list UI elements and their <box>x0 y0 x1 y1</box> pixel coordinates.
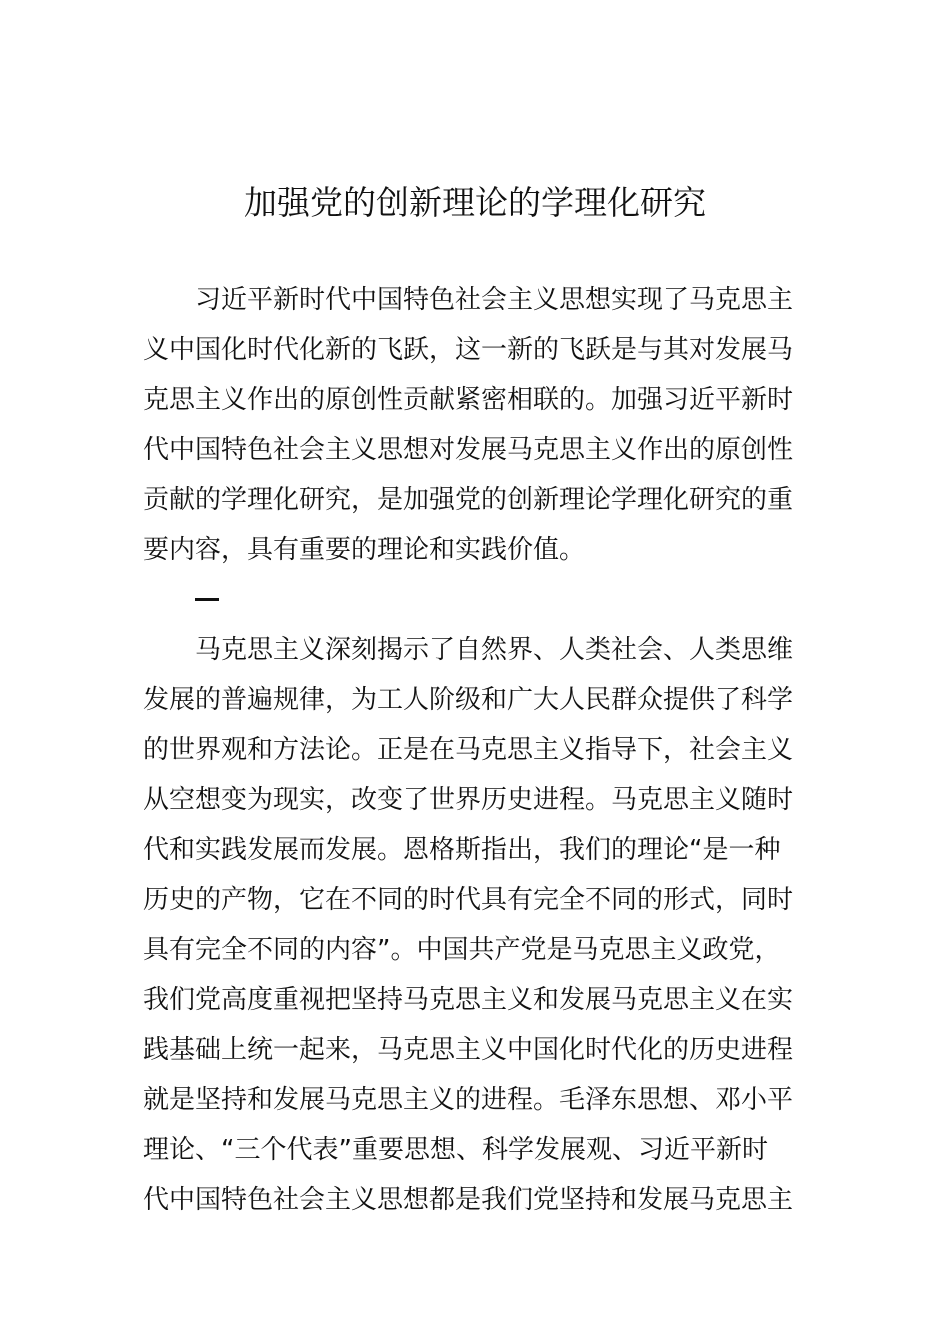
paragraph-2 <box>143 625 813 1225</box>
text-line: 从空想变为现实，改变了世界历史进程。马克思主义随时 <box>143 785 794 815</box>
text-line: 习近平新时代中国特色社会主义思想实现了马克思主 <box>195 285 794 315</box>
text-line: 我们党高度重视把坚持马克思主义和发展马克思主义在实 <box>143 985 794 1015</box>
text-line: 代中国特色社会主义思想对发展马克思主义作出的原创性 <box>143 435 794 465</box>
text-line: 代和实践发展而发展。恩格斯指出，我们的理论“是一种 <box>143 835 781 865</box>
text-line: 要内容，具有重要的理论和实践价值。 <box>143 535 586 565</box>
text-line: 代中国特色社会主义思想都是我们党坚持和发展马克思主 <box>143 1185 794 1215</box>
text-line: 历史的产物，它在不同的时代具有完全不同的形式，同时 <box>143 885 794 915</box>
text-line: 克思主义作出的原创性贡献紧密相联的。加强习近平新时 <box>143 385 794 415</box>
paragraph-1 <box>143 275 813 575</box>
text-line: 就是坚持和发展马克思主义的进程。毛泽东思想、邓小平 <box>143 1085 794 1115</box>
text-line: 践基础上统一起来，马克思主义中国化时代化的历史进程 <box>143 1035 794 1065</box>
document-title: 加强党的创新理论的学理化研究 <box>244 183 706 222</box>
section-heading <box>143 575 813 625</box>
document-body <box>143 275 813 1225</box>
text-line: 马克思主义深刻揭示了自然界、人类社会、人类思维 <box>195 635 794 665</box>
text-line: 具有完全不同的内容”。中国共产党是马克思主义政党， <box>143 935 781 965</box>
section-number-one <box>195 598 219 601</box>
text-line: 义中国化时代化新的飞跃，这一新的飞跃是与其对发展马 <box>143 335 794 365</box>
text-line: 理论、“三个代表”重要思想、科学发展观、习近平新时 <box>143 1135 768 1165</box>
text-line: 贡献的学理化研究，是加强党的创新理论学理化研究的重 <box>143 485 794 515</box>
text-line: 发展的普遍规律，为工人阶级和广大人民群众提供了科学 <box>143 685 794 715</box>
text-line: 的世界观和方法论。正是在马克思主义指导下，社会主义 <box>143 735 794 765</box>
